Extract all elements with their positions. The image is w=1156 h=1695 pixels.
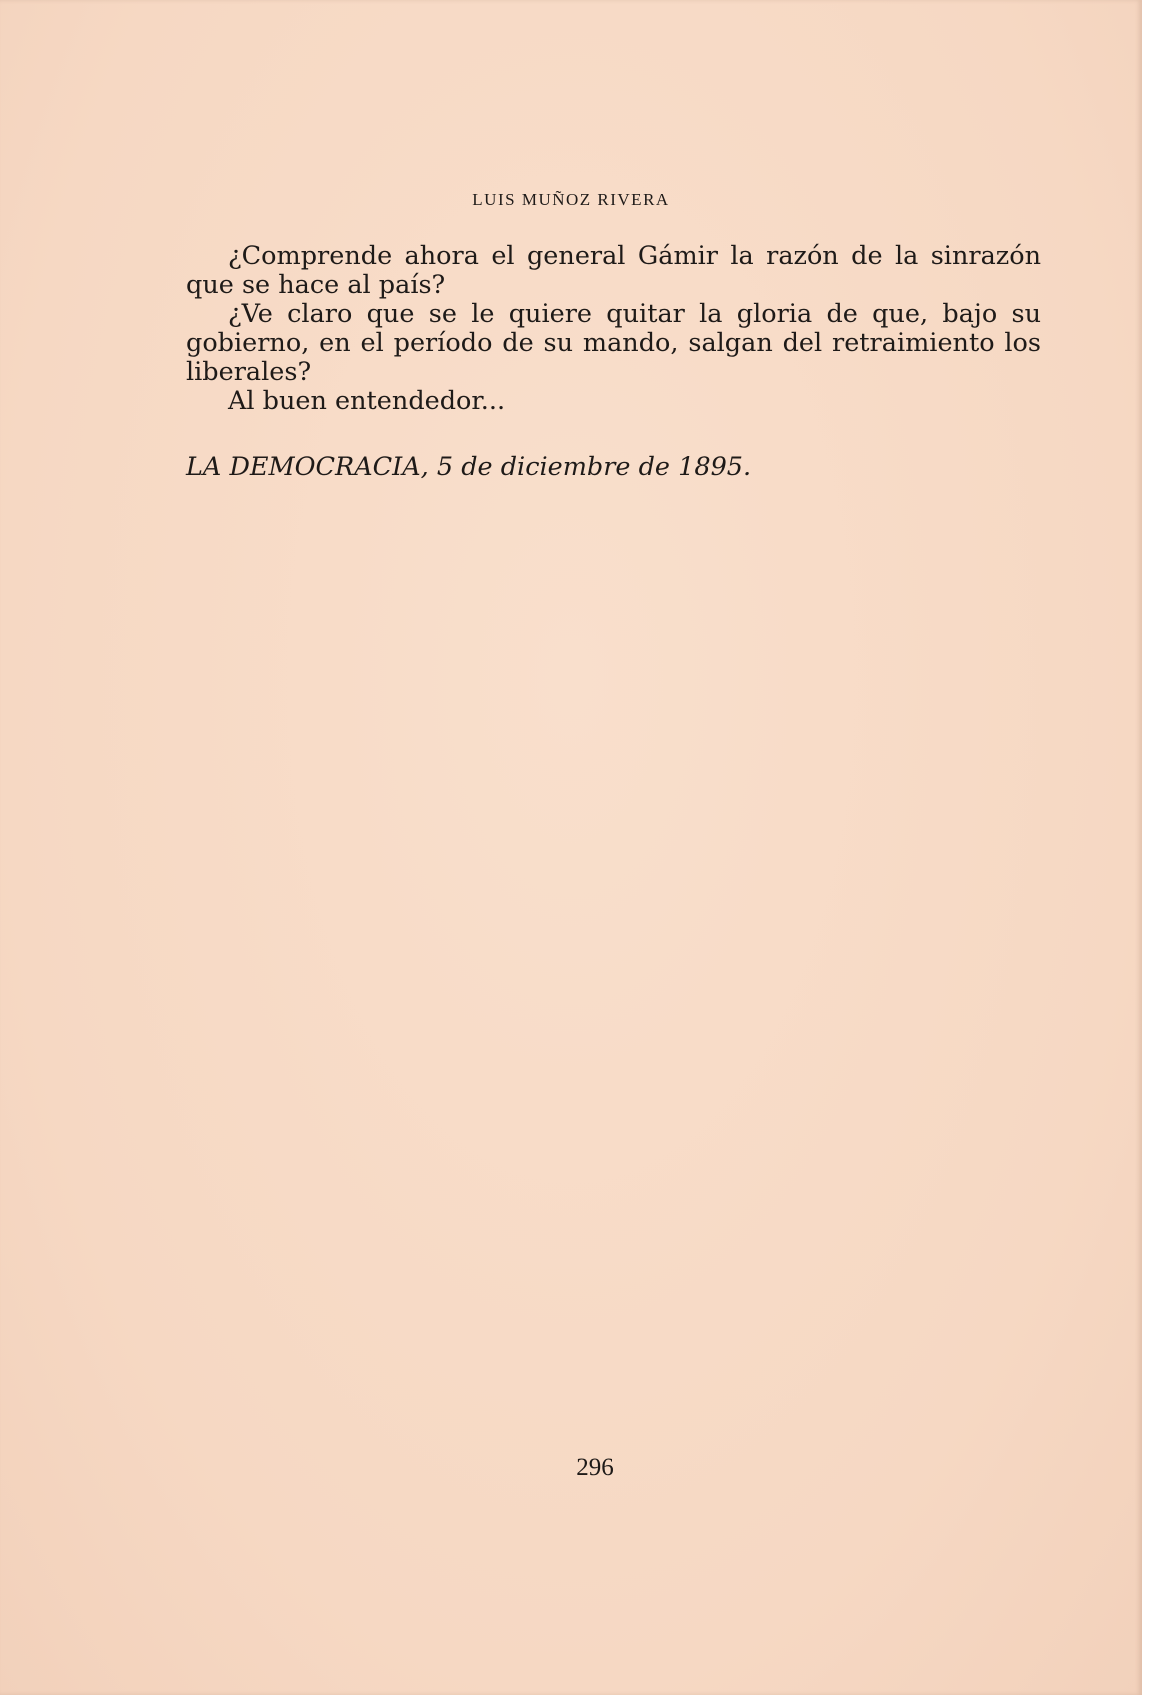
paragraph: Al buen entendedor... xyxy=(228,386,506,416)
body-text xyxy=(186,242,1041,416)
source-line: LA DEMOCRACIA, 5 de diciembre de 1895. xyxy=(186,452,752,482)
page-number: 296 xyxy=(576,1454,614,1481)
paragraph: ¿Ve claro que se le quiere quitar la gloria de que, bajo su gobierno, en el período de su mando, salgan del retraimiento los liberales? xyxy=(186,299,1041,387)
running-head: LUIS MUÑOZ RIVERA xyxy=(472,190,670,209)
paragraph: ¿Comprende ahora el general Gámir la razón de la sinrazón que se hace al país? xyxy=(186,241,1041,300)
